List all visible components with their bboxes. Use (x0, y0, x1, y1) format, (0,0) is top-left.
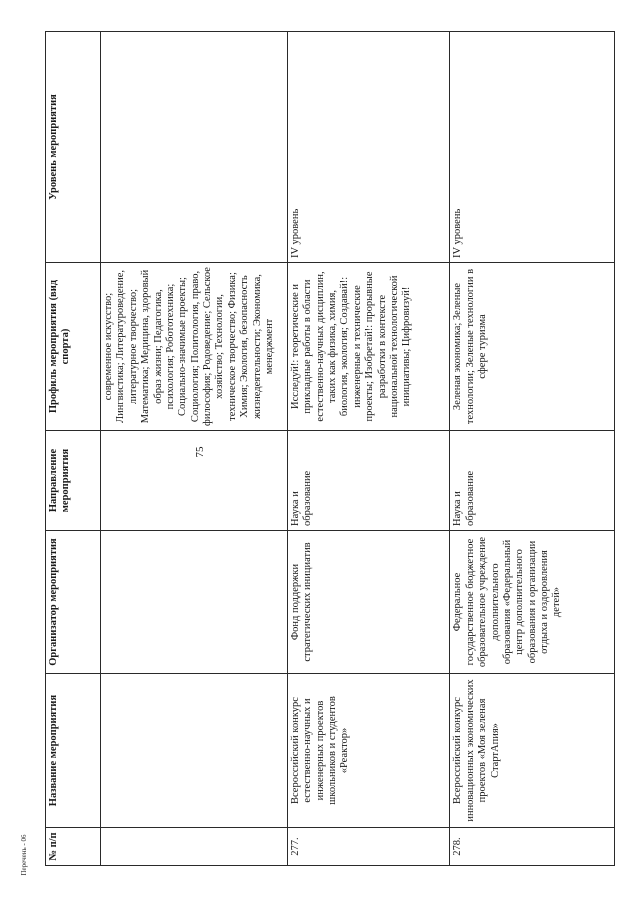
row-num: 277. (287, 828, 450, 866)
row-direction: Наука и образование (287, 431, 450, 531)
header-direction: Направление мероприятия (46, 431, 101, 531)
rotated-table-wrapper (45, 32, 615, 866)
cont-profile: современное искусство; Лингвистика; Литературоведение, литературное творчество; Математика; Медицина, здоровый образ жизни; Педагогика, психология; Робототехника; Социально-значимые проекты; Социология; Политология, право, философия; Родоведение; Сельское хозяйство; Технологии, техническое творчество; Физика; Химия; Экология, безопасность жизнедеятельности; Экономика, менеджмент (101, 263, 288, 431)
cont-organizer (101, 531, 288, 674)
events-table (45, 31, 615, 866)
footer-code: Перечень - 06 (20, 834, 28, 876)
header-name: Название мероприятия (46, 674, 101, 828)
row-direction: Наука и образование (450, 431, 615, 531)
table-row (287, 32, 450, 866)
row-organizer: Фонд поддержки стратегических инициатив (287, 531, 450, 674)
cont-level (101, 32, 288, 263)
row-num: 278. (450, 828, 615, 866)
header-num: № п/п (46, 828, 101, 866)
cont-name (101, 674, 288, 828)
row-level: IV уровень (450, 32, 615, 263)
row-profile: Исследуй!: теоретические и прикладные работы в области естественно-научных дисциплин, таких как физика, химия, биология, экология; Создавай!: инженерные и технические проекты; Изобретай!: прорывные разработки в контексте национальной технологической инициативы; Цифровизуй! (287, 263, 450, 431)
table-row-continuation (101, 32, 288, 866)
header-level: Уровень мероприятия (46, 32, 101, 263)
cont-direction (101, 431, 288, 531)
header-organizer: Организатор мероприятия (46, 531, 101, 674)
row-organizer: Федеральное государственное бюджетное образовательное учреждение дополнительного образования «Федеральный центр дополнительного образования и организации отдыха и оздоровления детей» (450, 531, 615, 674)
page-number: 75 (194, 446, 206, 458)
row-profile: Зеленая экономика; Зеленые технологии; Зеленые технологии в сфере туризма (450, 263, 615, 431)
header-profile: Профиль мероприятия (вид спорта) (46, 263, 101, 431)
row-level: IV уровень (287, 32, 450, 263)
table-header-row (46, 32, 101, 866)
row-name: Всероссийский конкурс естественно-научных и инженерных проектов школьников и студентов «Реактор» (287, 674, 450, 828)
row-name: Всероссийский конкурс инновационных экономических проектов «Моя зеленая СтартАпия» (450, 674, 615, 828)
cont-num (101, 828, 288, 866)
table-row (450, 32, 615, 866)
